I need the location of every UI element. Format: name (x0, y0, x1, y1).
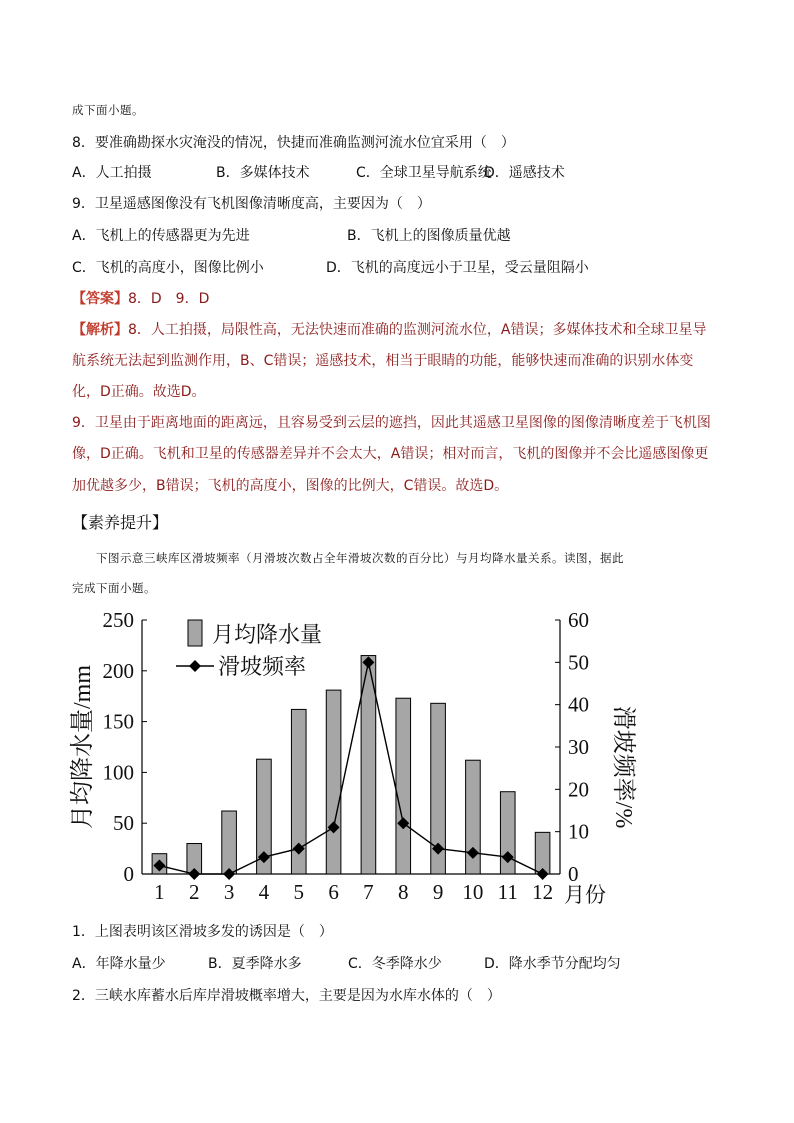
answer-text: 8．D 9．D (128, 291, 210, 307)
question-2-stem: 2．三峡水库蓄水后库岸滑坡概率增大，主要是因为水库水体的（ ） (72, 988, 501, 1004)
intro-line-2: 完成下面小题。 (72, 581, 156, 595)
analysis-line-5: 像，D正确。飞机和卫星的传感器差异并不会太大，A错误；相对而言，飞机的图像并不会比遥感图像更 (72, 446, 709, 462)
legend-bar-label: 月均降水量 (212, 622, 323, 647)
analysis-line-4: 9．卫星由于距离地面的距离远，且容易受到云层的遮挡，因此其遥感卫星图像的图像清晰度差于飞机图 (72, 415, 711, 431)
question-1-stem: 1．上图表明该区滑坡多发的诱因是（ ） (72, 924, 333, 940)
question-8-option-a: A．人工拍摄 (72, 165, 152, 181)
analysis-line-2: 航系统无法起到监测作用，B、C错误；遥感技术，相当于眼睛的功能，能够快速而准确的识别水体变 (72, 353, 694, 369)
right-tick-label: 60 (568, 608, 589, 632)
analysis-line-3: 化，D正确。故选D。 (72, 384, 206, 400)
right-tick-label: 50 (568, 650, 589, 675)
left-tick-label: 0 (123, 862, 134, 886)
right-tick-label: 0 (568, 862, 579, 886)
x-tick-label: 2 (189, 880, 200, 904)
question-9-stem: 9．卫星遥感图像没有飞机图像清晰度高，主要因为（ ） (72, 196, 431, 212)
x-tick-label: 10 (462, 880, 484, 904)
legend-line-label: 滑坡频率 (218, 654, 307, 679)
intro-line-1: 下图示意三峡库区滑坡频率（月滑坡次数占全年滑坡次数的百分比）与月均降水量关系。读图，据此 (72, 551, 624, 565)
top-line: 成下面小题。 (72, 103, 144, 117)
answer-line (72, 289, 209, 309)
left-tick-label: 250 (102, 608, 134, 632)
left-tick-label: 200 (102, 658, 134, 683)
question-9-option-c: C．飞机的高度小，图像比例小 (72, 260, 264, 276)
left-tick-label: 100 (102, 760, 134, 785)
question-1-option-b: B．夏季降水多 (208, 956, 302, 972)
right-tick-label: 30 (568, 735, 589, 759)
rainfall-bar (222, 811, 237, 874)
x-tick-label: 8 (398, 880, 409, 904)
left-tick-label: 150 (102, 709, 134, 734)
x-tick-label: 5 (293, 880, 304, 904)
right-tick-label: 40 (568, 692, 589, 717)
analysis-line-6: 加优越多少，B错误；飞机的高度小，图像的比例大，C错误。故选D。 (72, 478, 509, 494)
legend-bar-swatch (188, 620, 202, 646)
question-8-option-d: D．遥感技术 (484, 165, 565, 181)
landslide-frequency-line (159, 662, 542, 874)
analysis-text: 8．人工拍摄，局限性高，无法快速而准确的监测河流水位，A错误；多媒体技术和全球卫星导 (128, 322, 707, 338)
right-tick-label: 20 (568, 777, 589, 802)
answer-tag: 【答案】 (72, 291, 128, 307)
rainfall-bar (535, 832, 550, 874)
analysis-line-1 (72, 320, 706, 340)
rainfall-bar (326, 690, 341, 874)
left-axis-title: 月均降水量/mm (70, 664, 96, 830)
question-1-option-c: C．冬季降水少 (348, 956, 442, 972)
question-1-option-a: A．年降水量少 (72, 956, 166, 972)
x-tick-label: 12 (532, 880, 554, 904)
x-tick-label: 3 (223, 880, 235, 904)
question-8-option-c: C．全球卫星导航系统 (356, 165, 492, 181)
section-title: 【素养提升】 (72, 513, 169, 532)
x-tick-label: 1 (154, 880, 165, 904)
question-8-stem: 8．要准确勘探水灾淹没的情况，快捷而准确监测河流水位宜采用（ ） (72, 135, 515, 151)
right-axis-title: 滑坡频率/% (610, 705, 636, 829)
analysis-tag: 【解析】 (72, 322, 128, 338)
x-tick-label: 4 (258, 880, 270, 904)
x-tick-label: 9 (432, 880, 444, 904)
question-9-option-d: D．飞机的高度远小于卫星，受云量阻隔小 (326, 260, 589, 276)
question-9-option-b: B．飞机上的图像质量优越 (347, 228, 511, 244)
x-axis-unit-label: 月份 (564, 883, 606, 907)
question-1-option-d: D．降水季节分配均匀 (484, 956, 621, 972)
right-tick-label: 10 (568, 819, 589, 844)
x-tick-label: 7 (363, 880, 374, 904)
x-tick-label: 11 (497, 880, 518, 904)
question-9-option-a: A．飞机上的传感器更为先进 (72, 228, 250, 244)
rainfall-landslide-chart (68, 606, 636, 912)
question-8-option-b: B．多媒体技术 (216, 165, 310, 181)
left-tick-label: 50 (113, 811, 134, 836)
legend-line-marker (189, 660, 201, 672)
x-tick-label: 6 (328, 880, 339, 904)
rainfall-bar (396, 698, 411, 874)
